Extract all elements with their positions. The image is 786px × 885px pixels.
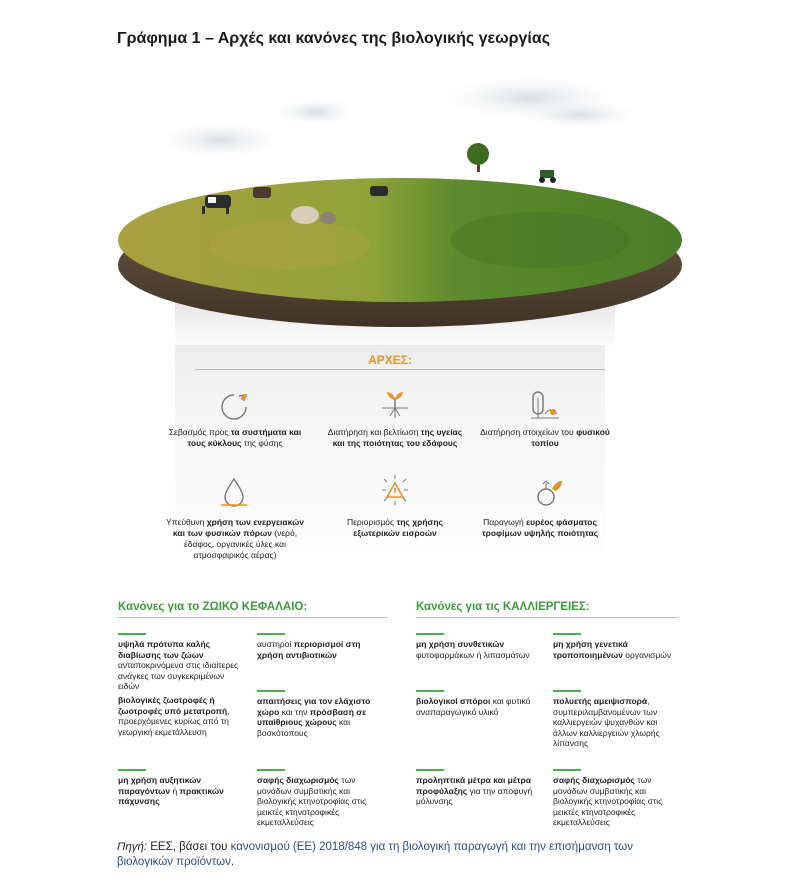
- principle-item-2: Διατήρηση και βελτίωση της υγείας και της ποιότητας του εδάφους: [327, 427, 463, 448]
- livestock-rule-4: απαιτήσεις για τον ελάχιστο χώρο και την πρόσβαση σε υπαίθριους χώρους και βοσκότοπους: [257, 690, 385, 738]
- principle-item-5: Περιορισμός της χρήσης εξωτερικών εισροών: [347, 517, 443, 538]
- crops-rule-6: σαφής διαχωρισμός των μονάδων συμβατικής και βιολογικής κτηνοτροφίας στις μεικτές κτηνοτροφικές εκμεταλλεύσεις: [553, 769, 681, 828]
- source-note: Πηγή: ΕΕΣ, βάσει του κανονισμού (ΕΕ) 2018/848 για τη βιολογική παραγωγή και την επισήμανση των βιολογικών προϊόντων.: [117, 841, 634, 868]
- farm-field-illustration: [110, 70, 690, 370]
- warning-arrows-icon: [378, 473, 412, 507]
- vegetables-icon: [532, 475, 566, 509]
- livestock-rule-5: μη χρήση αυξητικών παραγόντων ή πρακτικών πάχυνσης: [118, 769, 246, 807]
- principle-item-6: Παραγωγή ευρέος φάσματος τροφίμων υψηλής ποιότητας: [481, 517, 599, 538]
- field-disc-image: [110, 70, 690, 370]
- livestock-rules-divider: [118, 617, 388, 618]
- livestock-rule-3: βιολογικές ζωοτροφές ή ζωοτροφές υπό μετατροπή, προερχόμενες κυρίως από τη γεωργική εκμετάλλευση: [118, 695, 230, 737]
- source-text: ΕΕΣ, βάσει του: [147, 841, 231, 853]
- figure-title: Γράφημα 1 – Αρχές και κανόνες της βιολογικής γεωργίας: [117, 30, 551, 47]
- principles-heading: ΑΡΧΕΣ:: [368, 353, 412, 367]
- recycle-leaf-icon: [217, 390, 251, 424]
- source-regulation-link[interactable]: κανονισμού (ΕΕ) 2018/848 για τη βιολογική παραγωγή και την επισήμανση των βιολογικών προϊόντων: [117, 841, 634, 868]
- principles-divider: [195, 369, 605, 370]
- principle-item-1: Σεβασμός προς τα συστήματα και τους κύκλους της φύσης: [168, 427, 302, 448]
- tree-landscape-icon: [527, 388, 561, 422]
- crops-rule-1: μη χρήση συνθετικών φυτοφαρμάκων ή λιπασμάτων: [416, 633, 544, 660]
- livestock-rule-1: υψηλά πρότυπα καλής διαβίωσης των ζώων ανταποκρινόμενα στις ιδιαίτερες ανάγκες των συγκεκριμένων ειδών: [118, 633, 246, 692]
- crops-rule-2: μη χρήση γενετικά τροποποιημένων οργανισμών: [553, 633, 681, 660]
- crops-rules-heading: Κανόνες για τις ΚΑΛΛΙΕΡΓΕΙΕΣ:: [416, 601, 590, 613]
- source-label: Πηγή:: [117, 841, 148, 853]
- sprout-roots-icon: [378, 388, 412, 422]
- principle-item-3: Διατήρηση στοιχείων του φυσικού τοπίου: [480, 427, 610, 448]
- principle-item-4: Υπεύθυνη χρήση των ενεργειακών και των φυσικών πόρων (νερό, έδαφος, οργανικές ύλες και ατμοσφαιρικός αέρας): [166, 517, 304, 560]
- livestock-rule-6: σαφής διαχωρισμός των μονάδων συμβατικής και βιολογικής κτηνοτροφίας στις μεικτές κτηνοτροφικές εκμεταλλεύσεις: [257, 769, 385, 828]
- crops-rule-4: πολυετής αμειψισπορά, συμπεριλαμβανομένων των καλλιεργειών ψυχανθών και άλλων καλλιεργειών χλωρής λίπανσης: [553, 690, 681, 749]
- crops-rule-3: βιολογικοί σπόροι και φυτικό αναπαραγωγικό υλικό: [416, 690, 544, 717]
- principles-panel: [166, 345, 610, 580]
- water-drop-icon: [217, 475, 251, 509]
- crops-rule-5: προληπτικά μέτρα και μέτρα προφύλαξης για την αποφυγή μόλυνσης: [416, 769, 544, 807]
- livestock-rule-2: αυστηροί περιορισμοί στη χρήση αντιβιοτικών: [257, 633, 385, 660]
- crops-rules-divider: [416, 617, 678, 618]
- livestock-rules-heading: Κανόνες για το ΖΩΙΚΟ ΚΕΦΑΛΑΙΟ:: [118, 601, 308, 613]
